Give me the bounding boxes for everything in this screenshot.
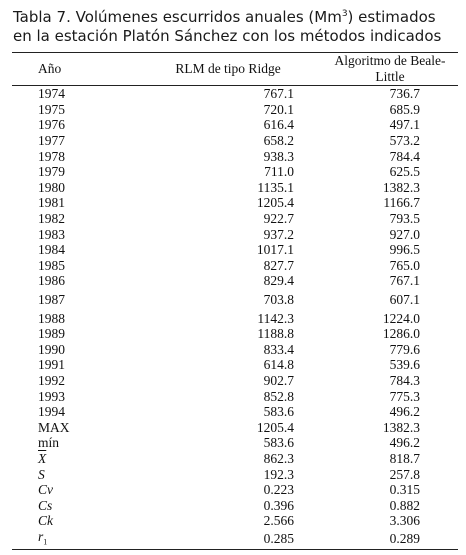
table-row xyxy=(12,466,458,482)
table-row xyxy=(12,148,458,164)
beale-little-value: 625.5 xyxy=(389,164,420,180)
ridge-value: 1205.4 xyxy=(256,195,294,211)
row-label xyxy=(12,180,134,196)
row-label-text: 1980 xyxy=(38,179,65,195)
beale-little-value: 767.1 xyxy=(389,273,420,289)
beale-little-value: 0.289 xyxy=(322,529,458,550)
caption-line1-end: ) estimados xyxy=(347,8,436,26)
ridge-value: 862.3 xyxy=(263,450,294,466)
table-row xyxy=(12,388,458,404)
caption-line2-text: en la estación Platón Sánchez con los métodos indicados xyxy=(13,27,442,45)
row-label-text: Cs xyxy=(38,497,53,513)
beale-little-value: 497.1 xyxy=(389,117,420,133)
table-row xyxy=(12,117,458,133)
table-row xyxy=(12,258,458,274)
row-label xyxy=(12,102,134,118)
beale-little-value: 818.7 xyxy=(389,450,420,466)
row-label-text: 1979 xyxy=(38,164,65,180)
table-row xyxy=(12,102,458,118)
row-label xyxy=(12,133,134,149)
table-header-row xyxy=(12,53,458,86)
row-label xyxy=(12,451,134,467)
beale-little-value: 1224.0 xyxy=(382,310,420,326)
table-row xyxy=(12,529,458,550)
beale-little-value: 257.8 xyxy=(389,466,420,482)
beale-little-value: 793.5 xyxy=(389,211,420,227)
caption-superscript: 3 xyxy=(341,9,348,19)
ridge-value: 1017.1 xyxy=(256,242,294,258)
beale-little-value: 1382.3 xyxy=(382,179,420,195)
row-label-text: Ck xyxy=(38,513,53,529)
beale-little-value: 996.5 xyxy=(389,242,420,258)
ridge-value: 829.4 xyxy=(263,273,294,289)
row-label-text: 1988 xyxy=(38,310,65,326)
table-row xyxy=(12,307,458,326)
row-label-text: 1977 xyxy=(38,133,65,149)
row-label xyxy=(12,117,134,133)
ridge-value: 703.8 xyxy=(263,292,294,308)
row-label xyxy=(12,326,134,342)
row-label-text: $\overline{X}$ xyxy=(38,450,47,466)
row-label xyxy=(12,373,134,389)
row-label-text: 1993 xyxy=(38,388,65,404)
beale-little-value: 775.3 xyxy=(389,388,420,404)
beale-little-value: 0.882 xyxy=(389,497,420,513)
row-label xyxy=(12,307,134,326)
beale-little-value: 607.1 xyxy=(389,292,420,308)
ridge-value: 614.8 xyxy=(263,357,294,373)
row-label xyxy=(12,242,134,258)
ridge-value: 0.285 xyxy=(134,529,322,550)
table-body xyxy=(12,86,458,550)
row-label xyxy=(12,273,134,289)
beale-little-value: 784.4 xyxy=(389,148,420,164)
row-label xyxy=(12,513,134,529)
row-label-text: MAX xyxy=(38,419,70,435)
row-label-text: 1994 xyxy=(38,404,65,420)
table-row xyxy=(12,86,458,102)
row-label-text: 1974 xyxy=(38,86,65,102)
ridge-value: 1188.8 xyxy=(257,326,294,342)
row-label xyxy=(12,466,134,482)
beale-little-value: 496.2 xyxy=(389,435,420,451)
row-label-text: 1981 xyxy=(38,195,65,211)
row-label-text: 1982 xyxy=(38,211,65,227)
beale-little-value: 539.6 xyxy=(389,357,420,373)
ridge-value: 0.223 xyxy=(263,482,294,498)
ridge-value: 1142.3 xyxy=(257,310,294,326)
ridge-value: 827.7 xyxy=(263,257,294,273)
beale-little-value: 1286.0 xyxy=(382,326,420,342)
table-row xyxy=(12,419,458,435)
beale-little-value: 736.7 xyxy=(389,86,420,102)
row-label-text: 1975 xyxy=(38,101,65,117)
row-label-text: 1983 xyxy=(38,226,65,242)
ridge-value: 583.6 xyxy=(263,435,294,451)
beale-little-value: 927.0 xyxy=(389,226,420,242)
beale-little-value: 765.0 xyxy=(389,257,420,273)
row-label-text: Cv xyxy=(38,482,53,498)
table-row xyxy=(12,404,458,420)
row-label-text: mín xyxy=(38,435,60,451)
table-caption xyxy=(12,8,458,46)
ridge-value: 192.3 xyxy=(263,466,294,482)
table-row xyxy=(12,242,458,258)
ridge-value: 767.1 xyxy=(263,86,294,102)
row-label-text: 1985 xyxy=(38,257,65,273)
table-row xyxy=(12,195,458,211)
row-label-text: 1989 xyxy=(38,326,65,342)
table-row xyxy=(12,211,458,227)
ridge-value: 658.2 xyxy=(263,133,294,149)
row-label xyxy=(12,419,134,435)
table-row xyxy=(12,273,458,289)
runoff-volumes-table xyxy=(12,52,458,550)
ridge-value: 833.4 xyxy=(263,341,294,357)
ridge-value: 922.7 xyxy=(263,211,294,227)
row-label xyxy=(12,86,134,102)
ridge-value: 902.7 xyxy=(263,372,294,388)
document-page xyxy=(12,8,458,550)
row-label-text: 1986 xyxy=(38,273,65,289)
row-label xyxy=(12,148,134,164)
beale-little-value: 685.9 xyxy=(389,101,420,117)
row-label xyxy=(12,497,134,513)
ridge-value: 0.396 xyxy=(263,497,294,513)
beale-little-value: 0.315 xyxy=(389,482,420,498)
row-label xyxy=(12,342,134,358)
beale-little-value: 1382.3 xyxy=(382,419,420,435)
ridge-value: 616.4 xyxy=(263,117,294,133)
beale-little-value: 496.2 xyxy=(389,404,420,420)
beale-little-value: 779.6 xyxy=(389,341,420,357)
row-label-text: 1987 xyxy=(38,292,65,308)
row-label xyxy=(12,529,134,550)
row-label-text: 1990 xyxy=(38,341,65,357)
row-label xyxy=(12,388,134,404)
beale-little-value: 3.306 xyxy=(389,513,420,529)
row-label xyxy=(12,211,134,227)
table-row xyxy=(12,342,458,358)
row-label xyxy=(12,435,134,451)
table-row xyxy=(12,226,458,242)
table-row xyxy=(12,497,458,513)
table-row xyxy=(12,180,458,196)
ridge-value: 2.566 xyxy=(263,513,294,529)
table-row xyxy=(12,373,458,389)
row-label-text: 1984 xyxy=(38,242,65,258)
row-label-text: S xyxy=(38,466,45,482)
row-label xyxy=(12,164,134,180)
table-row xyxy=(12,357,458,373)
table-row xyxy=(12,513,458,529)
table-row xyxy=(12,164,458,180)
ridge-value: 852.8 xyxy=(263,388,294,404)
ridge-value: 720.1 xyxy=(263,101,294,117)
table-row xyxy=(12,326,458,342)
ridge-value: 711.0 xyxy=(264,164,294,180)
beale-little-value: 1166.7 xyxy=(383,195,420,211)
beale-little-value: 784.3 xyxy=(389,372,420,388)
table-row xyxy=(12,435,458,451)
row-label xyxy=(12,289,134,308)
row-label-text: r xyxy=(38,528,44,544)
header-ridge: RLM de tipo Ridge xyxy=(134,53,322,86)
ridge-value: 937.2 xyxy=(263,226,294,242)
table-row xyxy=(12,133,458,149)
row-label-subscript: 1 xyxy=(43,537,48,547)
row-label-text: 1976 xyxy=(38,117,65,133)
row-label xyxy=(12,404,134,420)
row-label-text: 1992 xyxy=(38,372,65,388)
row-label xyxy=(12,482,134,498)
caption-line1-text: Tabla 7. Volúmenes escurridos anuales (Mm xyxy=(13,8,342,26)
ridge-value: 938.3 xyxy=(263,148,294,164)
header-year: Año xyxy=(12,53,134,86)
row-label xyxy=(12,357,134,373)
row-label-text: 1991 xyxy=(38,357,65,373)
row-label xyxy=(12,226,134,242)
row-label-text: 1978 xyxy=(38,148,65,164)
ridge-value: 583.6 xyxy=(263,404,294,420)
row-label xyxy=(12,258,134,274)
table-row xyxy=(12,482,458,498)
row-label xyxy=(12,195,134,211)
header-beale-little: Algoritmo de Beale-Little xyxy=(322,53,458,86)
table-row xyxy=(12,289,458,308)
beale-little-value: 573.2 xyxy=(389,133,420,149)
table-row xyxy=(12,451,458,467)
ridge-value: 1205.4 xyxy=(256,419,294,435)
ridge-value: 1135.1 xyxy=(257,179,294,195)
